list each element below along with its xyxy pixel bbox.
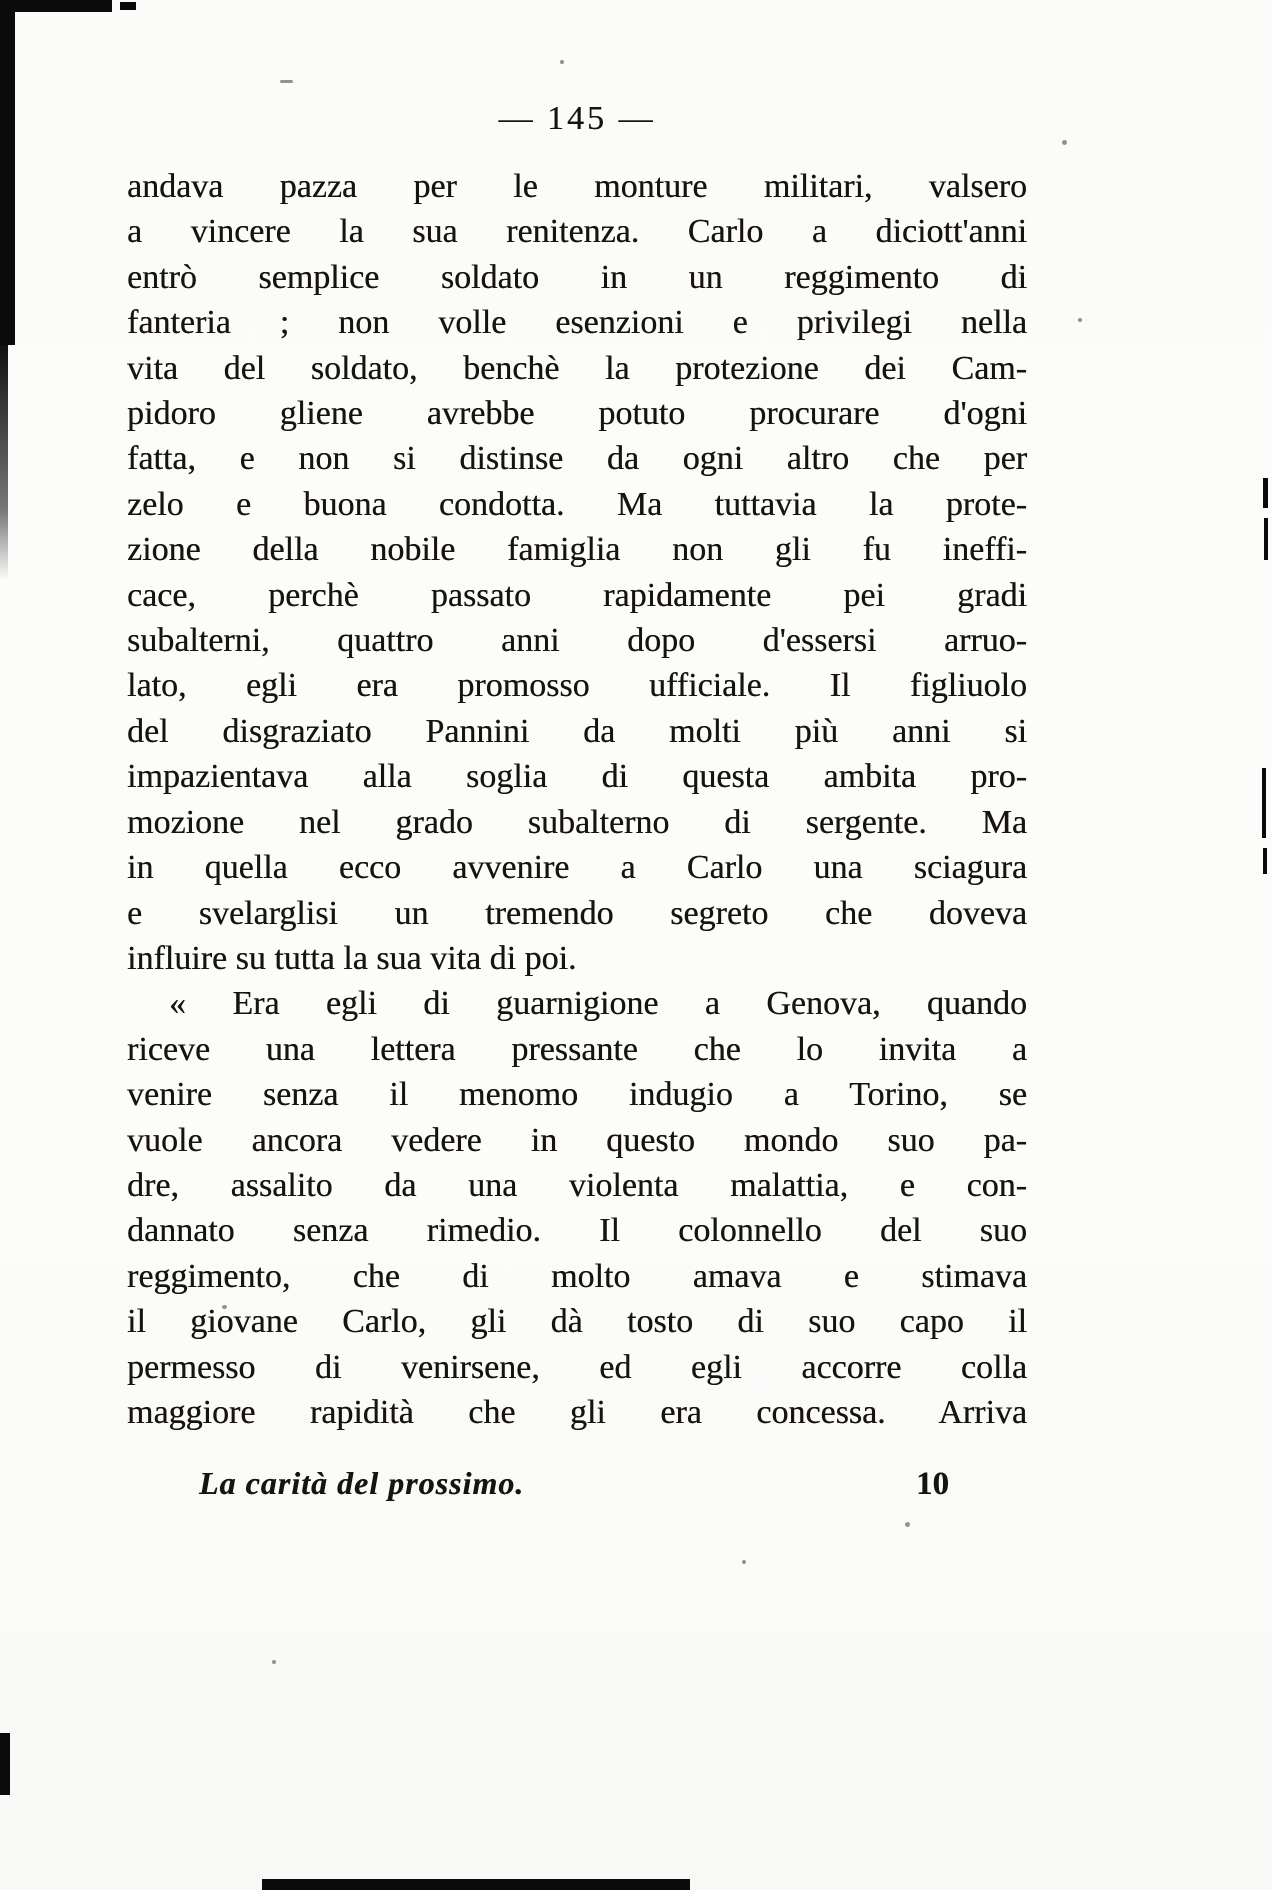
text-line: vuole ancora vedere in questo mondo suo pa- (127, 1121, 1027, 1159)
text-line: vita del soldato, benchè la protezione dei Cam- (127, 349, 1027, 387)
text-line: a vincere la sua renitenza. Carlo a diciott'anni (127, 213, 1027, 251)
scan-artifact-bottom-strip (262, 1879, 690, 1890)
text-line: pidoro gliene avrebbe potuto procurare d'ogni (127, 395, 1027, 433)
book-page (127, 96, 1027, 1503)
scan-speck (1062, 140, 1067, 145)
text-line: venire senza il menomo indugio a Torino, se (127, 1076, 1027, 1114)
page-footer (127, 1465, 1027, 1503)
scan-artifact-right-tick-1 (1263, 478, 1268, 508)
text-line: entrò semplice soldato in un reggimento di (127, 258, 1027, 296)
text-line: reggimento, che di molto amava e stimava (127, 1257, 1027, 1295)
text-line: zione della nobile famiglia non gli fu ineffi- (127, 531, 1027, 569)
text-line: fanteria ; non volle esenzioni e privilegi nella (127, 304, 1027, 342)
running-title: La carità del prossimo. (199, 1465, 525, 1502)
text-line: del disgraziato Pannini da molti più anni si (127, 712, 1027, 750)
text-line: mozione nel grado subalterno di sergente. Ma (127, 803, 1027, 841)
text-line: zelo e buona condotta. Ma tuttavia la prote- (127, 485, 1027, 523)
text-line: lato, egli era promosso ufficiale. Il figliuolo (127, 667, 1027, 705)
scan-artifact-top-dash (120, 2, 136, 10)
text-line: in quella ecco avvenire a Carlo una sciagura (127, 849, 1027, 887)
signature-number: 10 (916, 1466, 949, 1503)
text-line: influire su tutta la sua vita di poi. (127, 939, 577, 977)
scan-artifact-left-mark-lower (0, 1733, 10, 1795)
scan-speck (905, 1522, 910, 1527)
scan-speck (280, 80, 293, 83)
scan-artifact-top-strip (0, 0, 112, 12)
text-line: impazientava alla soglia di questa ambita pro- (127, 758, 1027, 796)
scan-speck (742, 1560, 746, 1564)
scan-speck (1078, 318, 1082, 322)
scan-speck (272, 1660, 276, 1664)
text-line: « Era egli di guarnigione a Genova, quando (169, 985, 1027, 1023)
text-line: permesso di venirsene, ed egli accorre colla (127, 1348, 1027, 1386)
text-line: fatta, e non si distinse da ogni altro che per (127, 440, 1027, 478)
scan-artifact-right-tick-4 (1263, 848, 1267, 874)
scan-artifact-right-tick-2 (1264, 518, 1268, 560)
text-line: dre, assalito da una violenta malattia, e con- (127, 1166, 1027, 1204)
text-line: cace, perchè passato rapidamente pei gradi (127, 576, 1027, 614)
scan-artifact-left-bar (0, 0, 15, 345)
text-line: riceve una lettera pressante che lo invita a (127, 1030, 1027, 1068)
text-line: maggiore rapidità che gli era concessa. Arriva (127, 1393, 1027, 1431)
scan-artifact-right-tick-3 (1262, 768, 1266, 838)
text-line: dannato senza rimedio. Il colonnello del suo (127, 1212, 1027, 1250)
scan-artifact-left-bar-fade (0, 345, 8, 580)
scan-speck (560, 60, 564, 64)
page-number: — 145 — (498, 100, 656, 137)
text-line: e svelarglisi un tremendo segreto che doveva (127, 894, 1027, 932)
text-line: andava pazza per le monture militari, valsero (127, 168, 1027, 205)
text-line: il giovane Carlo, gli dà tosto di suo capo il (127, 1303, 1027, 1341)
text-line: subalterni, quattro anni dopo d'essersi arruo- (127, 622, 1027, 660)
